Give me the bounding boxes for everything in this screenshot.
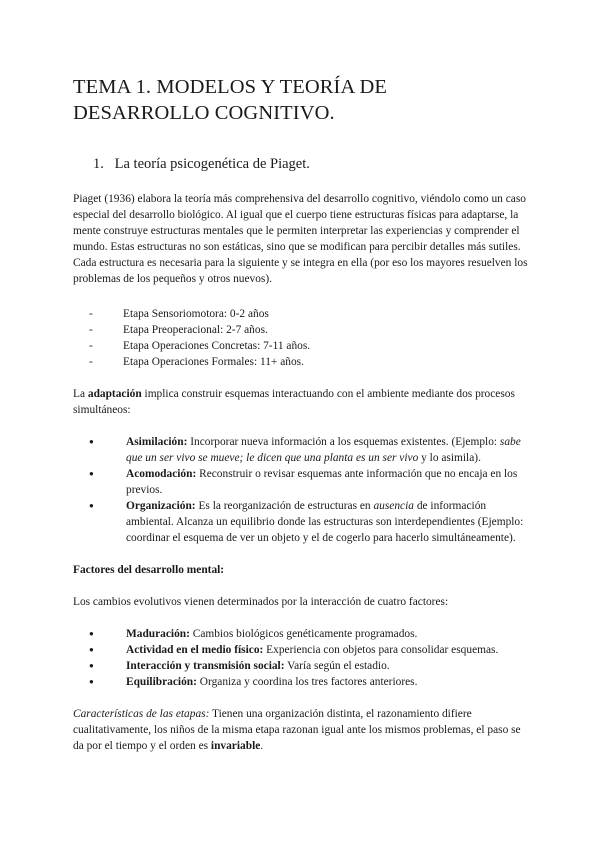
factors-heading: Factores del desarrollo mental: — [73, 564, 225, 576]
adaptation-paragraph: La adaptación implica construir esquemas interactuando con el ambiente mediante dos procesos simultáneos: — [73, 388, 515, 416]
stages-list — [73, 306, 528, 370]
section-title: La teoría psicogenética de Piaget. — [114, 156, 310, 172]
list-item: - Etapa Operaciones Concretas: 7-11 años. — [89, 338, 528, 354]
list-item: ● Maduración: Cambios biológicos genéticamente programados. — [89, 626, 528, 642]
list-item-asimilacion: ● Asimilación: Incorporar nueva información a los esquemas existentes. (Ejemplo: sabe que un ser vivo se mueve; le dicen que una planta es un ser vivo y lo asimila). — [89, 434, 528, 466]
intro-paragraph: Piaget (1936) elabora la teoría más comprehensiva del desarrollo cognitivo, viéndolo como un caso especial del desarrollo biológico. Al igual que el cuerpo tiene estructuras físicas para adaptarse, la mente construye estructuras mentales que le permiten interpretar las experiencias y comprender el mundo. Estas estructuras no son estáticas, sino que se modifican para percibir detalles más sutiles. Cada estructura es necesaria para la siguiente y se integra en ella (por eso los mayores resuelven los problemas de los pequeños y otros nuevos). — [73, 193, 528, 285]
document-title: TEMA 1. MODELOS Y TEORÍA DE DESARROLLO COGNITIVO. — [73, 76, 387, 124]
list-item: - Etapa Sensoriomotora: 0-2 años — [89, 306, 528, 322]
factors-list — [73, 626, 528, 690]
section-heading — [93, 156, 528, 173]
list-item-organizacion: ● Organización: Es la reorganización de estructuras en ausencia de información ambiental. Alcanza un equilibrio donde las estructuras son interdependientes (Ejemplo: coordinar el esquema de ver un objeto y el de cogerlo para hacerlo simultáneamente). — [89, 498, 528, 546]
list-item: - Etapa Operaciones Formales: 11+ años. — [89, 354, 528, 370]
adaptation-term: adaptación — [87, 388, 142, 400]
list-item: - Etapa Preoperacional: 2-7 años. — [89, 322, 528, 338]
factors-intro: Los cambios evolutivos vienen determinados por la interacción de cuatro factores: — [73, 596, 449, 608]
list-item: ● Actividad en el medio físico: Experiencia con objetos para consolidar esquemas. — [89, 642, 528, 658]
list-item-acomodacion: ● Acomodación: Reconstruir o revisar esquemas ante información que no encaja en los previos. — [89, 466, 528, 498]
list-item: ● Equilibración: Organiza y coordina los tres factores anteriores. — [89, 674, 528, 690]
list-item: ● Interacción y transmisión social: Varía según el estadio. — [89, 658, 528, 674]
characteristics-paragraph: Características de las etapas: Tienen una organización distinta, el razonamiento difiere cualitativamente, los niños de la misma etapa razonan igual ante los mismos problemas, el paso se da por el tiempo y el orden es invariable. — [73, 708, 521, 752]
section-number: 1. — [93, 156, 104, 172]
processes-list — [73, 434, 528, 546]
